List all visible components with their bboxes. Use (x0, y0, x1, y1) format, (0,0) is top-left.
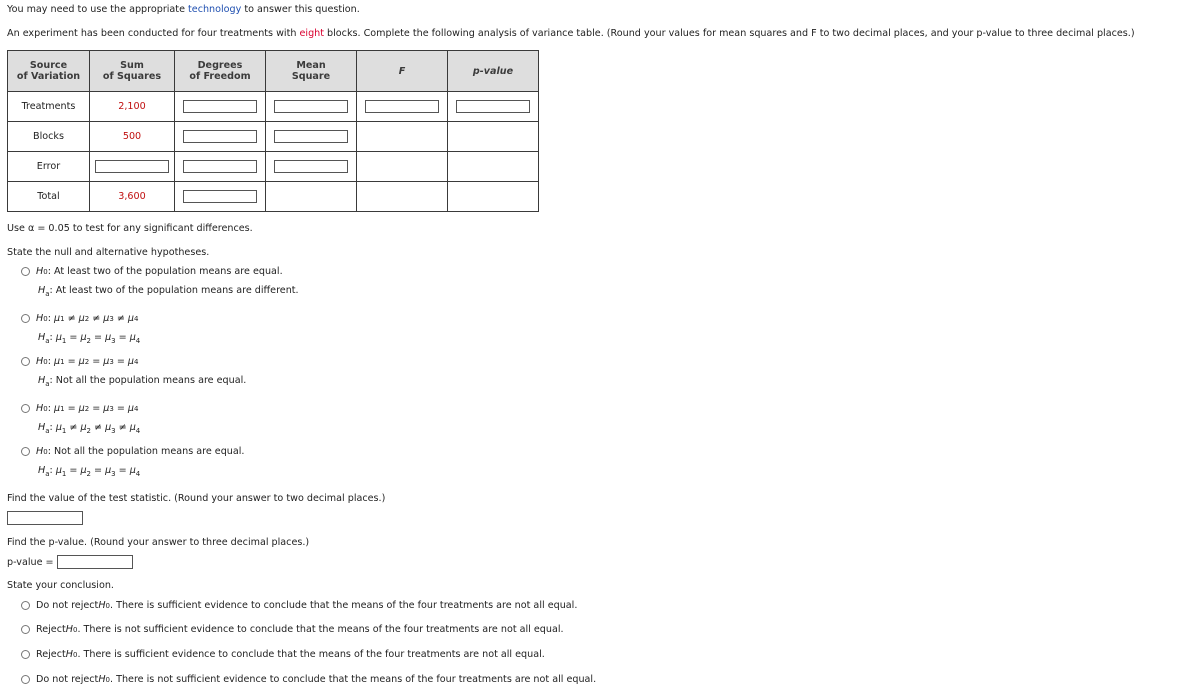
hypothesis-option-1[interactable]: H 0 : At least two of the population means are equal. (21, 266, 283, 277)
header-ms: Mean Square (266, 51, 357, 92)
option2-ha: $H_a$: $\mu_1 = \mu_2 = \mu_3 = \mu_4$ (38, 332, 141, 345)
radio-icon[interactable] (21, 314, 30, 323)
hypothesis-option-4[interactable]: H 0 : μ 1 = μ 2 = μ 3 = μ 4 (21, 403, 138, 414)
header-pvalue: p-value (448, 51, 539, 92)
row-source-label: Treatments (8, 92, 90, 122)
pvalue-prompt: Find the p-value. (Round your answer to three decimal places.) (7, 537, 310, 548)
option1-ha: $H_a$: At least two of the population means are different. (38, 285, 299, 298)
pvalue-label: p-value = (7, 556, 54, 568)
anova-header-row (8, 51, 539, 92)
intro-post: to answer this question. (241, 4, 360, 15)
conclusion-prompt: State your conclusion. (7, 580, 114, 591)
total-ss: 3,600 (90, 182, 175, 212)
hypotheses-prompt: State the null and alternative hypotheses. (7, 247, 210, 258)
header-source: Source of Variation (8, 51, 90, 92)
blocks-ss: 500 (90, 122, 175, 152)
row-error (8, 152, 539, 182)
conclusion-option-3[interactable]: Reject H 0 . There is sufficient evidence to conclude that the means of the four treatments are not all equal. (21, 649, 545, 660)
alpha-text: Use α = 0.05 to test for any significant differences. (7, 223, 253, 234)
radio-icon[interactable] (21, 447, 30, 456)
header-f: F (357, 51, 448, 92)
radio-icon[interactable] (21, 675, 30, 684)
radio-icon[interactable] (21, 625, 30, 634)
option5-ha: $H_a$: $\mu_1 = \mu_2 = \mu_3 = \mu_4$ (38, 465, 141, 478)
conclusion-option-2[interactable]: Reject H 0 . There is not sufficient evidence to conclude that the means of the four treatments are not all equal. (21, 624, 564, 635)
pvalue-row (7, 555, 133, 569)
intro-pre: You may need to use the appropriate (7, 4, 189, 15)
blocks-count: eight (299, 28, 324, 39)
option1-h0-text: : At least two of the population means are equal. (47, 266, 283, 277)
radio-icon[interactable] (21, 650, 30, 659)
error-ms-input[interactable] (274, 160, 348, 173)
problem-pre: An experiment has been conducted for four treatments with (7, 28, 300, 39)
radio-icon[interactable] (21, 601, 30, 610)
test-stat-input[interactable] (7, 511, 83, 525)
error-ss-input[interactable] (95, 160, 169, 173)
row-total (8, 182, 539, 212)
problem-post: blocks. Complete the following analysis of variance table. (Round your values for mean squares and F to two decimal places, and your p-value to three decimal places.) (324, 28, 1135, 39)
option5-h0-text: : Not all the population means are equal. (47, 446, 245, 457)
treatments-ss: 2,100 (90, 92, 175, 122)
row-source-label: Total (8, 182, 90, 212)
row-blocks (8, 122, 539, 152)
total-df-input[interactable] (183, 190, 257, 203)
header-df: Degrees of Freedom (175, 51, 266, 92)
treatments-pvalue-input[interactable] (456, 100, 530, 113)
problem-statement (7, 28, 1135, 39)
test-stat-prompt: Find the value of the test statistic. (Round your answer to two decimal places.) (7, 493, 386, 504)
treatments-df-input[interactable] (183, 100, 257, 113)
hypothesis-option-3[interactable]: H 0 : μ 1 = μ 2 = μ 3 = μ 4 (21, 356, 138, 367)
conclusion-option-1[interactable]: Do not reject H 0 . There is sufficient evidence to conclude that the means of the four treatments are not all equal. (21, 600, 577, 611)
option1-ha-text: : At least two of the population means are different. (49, 285, 299, 296)
hypothesis-option-2[interactable]: H 0 : μ 1 ≠ μ 2 ≠ μ 3 ≠ μ 4 (21, 313, 138, 324)
blocks-df-input[interactable] (183, 130, 257, 143)
blocks-ms-input[interactable] (274, 130, 348, 143)
technology-link[interactable]: technology (188, 4, 242, 15)
row-source-label: Error (8, 152, 90, 182)
conclusion-option-4[interactable]: Do not reject H 0 . There is not sufficient evidence to conclude that the means of the four treatments are not all equal. (21, 674, 596, 685)
row-source-label: Blocks (8, 122, 90, 152)
option3-ha-text: : Not all the population means are equal. (49, 375, 247, 386)
radio-icon[interactable] (21, 267, 30, 276)
option4-ha: $H_a$: $\mu_1 \ne \mu_2 \ne \mu_3 \ne \mu_4$ (38, 422, 141, 435)
row-treatments (8, 92, 539, 122)
treatments-f-input[interactable] (365, 100, 439, 113)
error-df-input[interactable] (183, 160, 257, 173)
header-ss: Sum of Squares (90, 51, 175, 92)
radio-icon[interactable] (21, 404, 30, 413)
pvalue-input[interactable] (57, 555, 133, 569)
anova-table (7, 50, 539, 212)
radio-icon[interactable] (21, 357, 30, 366)
treatments-ms-input[interactable] (274, 100, 348, 113)
intro-text (7, 4, 360, 15)
hypothesis-option-5[interactable]: H 0 : Not all the population means are equal. (21, 446, 244, 457)
option3-ha: $H_a$: Not all the population means are equal. (38, 375, 247, 388)
